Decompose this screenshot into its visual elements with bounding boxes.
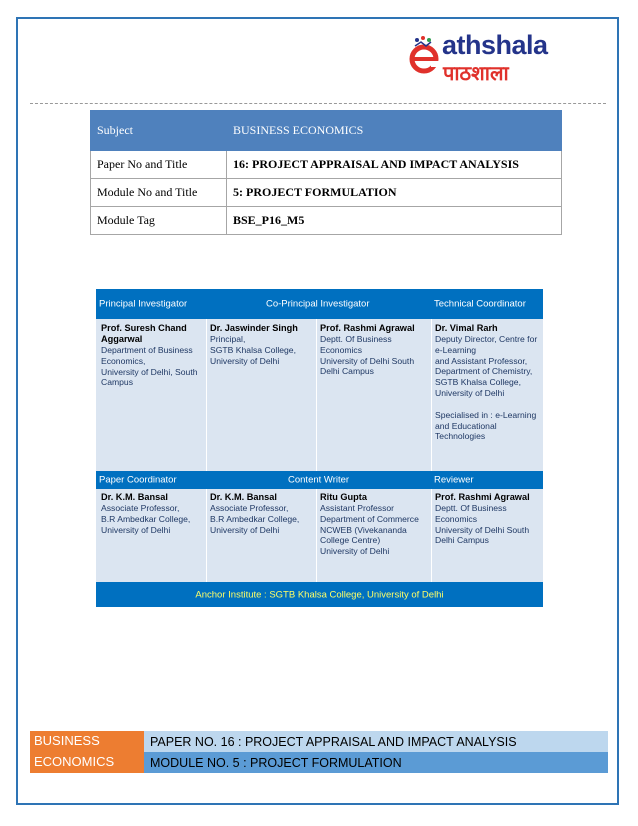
person-name: Ritu Gupta	[320, 492, 367, 502]
epathshala-logo	[409, 24, 559, 84]
row-key: Module No and Title	[91, 179, 227, 207]
person-name: Prof. Suresh Chand Aggarwal	[101, 323, 187, 344]
credit-suresh-aggarwal: Prof. Suresh Chand Aggarwal Department of Business Economics, University of Delhi, South Campus	[101, 323, 203, 388]
anchor-institute-band	[96, 582, 543, 607]
person-name: Dr. K.M. Bansal	[210, 492, 277, 502]
footer-paper-title: PAPER NO. 16 : PROJECT APPRAISAL AND IMPACT ANALYSIS	[150, 734, 517, 749]
column-divider	[316, 319, 317, 471]
table-row	[91, 207, 562, 235]
credits-panel	[96, 289, 543, 607]
footer-subject-line2: ECONOMICS	[34, 754, 115, 769]
header-band	[96, 289, 543, 319]
credit-jaswinder-singh: Dr. Jaswinder Singh Principal, SGTB Khalsa College, University of Delhi	[210, 323, 314, 366]
row-key: Subject	[91, 111, 227, 151]
row-value: BUSINESS ECONOMICS	[227, 111, 562, 151]
footer-subject-line1: BUSINESS	[34, 733, 100, 748]
row-key: Module Tag	[91, 207, 227, 235]
credit-km-bansal: Dr. K.M. Bansal Associate Professor, B.R Ambedkar College, University of Delhi	[210, 492, 314, 535]
credit-rashmi-agrawal: Prof. Rashmi Agrawal Deptt. Of Business Economics University of Delhi South Delhi Campus	[320, 323, 428, 377]
column-divider	[431, 489, 432, 582]
credit-km-bansal: Dr. K.M. Bansal Associate Professor, B.R Ambedkar College, University of Delhi	[101, 492, 203, 535]
table-row	[91, 151, 562, 179]
person-name: Prof. Rashmi Agrawal	[320, 323, 415, 333]
footer-module-row	[144, 752, 608, 773]
footer	[30, 731, 608, 773]
logo-text-english: athshala	[442, 30, 548, 60]
co-principal-investigator-header: Co-Principal Investigator	[266, 298, 370, 310]
column-divider	[316, 489, 317, 582]
footer-subject	[30, 731, 144, 773]
reviewer-header: Reviewer	[434, 474, 474, 486]
row-value: BSE_P16_M5	[227, 207, 562, 235]
column-divider	[431, 319, 432, 471]
anchor-institute-text: Anchor Institute : SGTB Khalsa College, University of Delhi	[195, 589, 444, 600]
row-value: 5: PROJECT FORMULATION	[227, 179, 562, 207]
credit-ritu-gupta: Ritu Gupta Assistant Professor Department of Commerce NCWEB (Vivekananda College Centre) University of Delhi	[320, 492, 428, 557]
credit-rashmi-agrawal-reviewer: Prof. Rashmi Agrawal Deptt. Of Business Economics University of Delhi South Delhi Campus	[435, 492, 541, 546]
column-divider	[206, 319, 207, 471]
credit-vimal-rarh: Dr. Vimal Rarh Deputy Director, Centre for e-Learning and Assistant Professor, Department of Chemistry, SGTB Khalsa College, University of Delhi Specialised in : e-Learning and Educational Technologies	[435, 323, 541, 442]
person-name: Prof. Rashmi Agrawal	[435, 492, 530, 502]
paper-coordinator-header: Paper Coordinator	[99, 474, 177, 486]
row-value: 16: PROJECT APPRAISAL AND IMPACT ANALYSIS	[227, 151, 562, 179]
content-writer-header: Content Writer	[288, 474, 350, 486]
divider	[30, 103, 606, 104]
logo-text-hindi: पाठशाला	[443, 61, 509, 85]
footer-paper-row	[144, 731, 608, 752]
person-name: Dr. Vimal Rarh	[435, 323, 498, 333]
table-row	[91, 179, 562, 207]
header-band	[96, 471, 543, 489]
module-info-table	[90, 110, 562, 235]
person-name: Dr. Jaswinder Singh	[210, 323, 298, 333]
technical-coordinator-header: Technical Coordinator	[434, 298, 526, 310]
column-divider	[206, 489, 207, 582]
footer-module-title: MODULE NO. 5 : PROJECT FORMULATION	[150, 755, 402, 770]
person-name: Dr. K.M. Bansal	[101, 492, 168, 502]
e-letter-logo-icon	[409, 34, 441, 76]
table-row	[91, 111, 562, 151]
principal-investigator-header: Principal Investigator	[99, 298, 188, 310]
row-key: Paper No and Title	[91, 151, 227, 179]
